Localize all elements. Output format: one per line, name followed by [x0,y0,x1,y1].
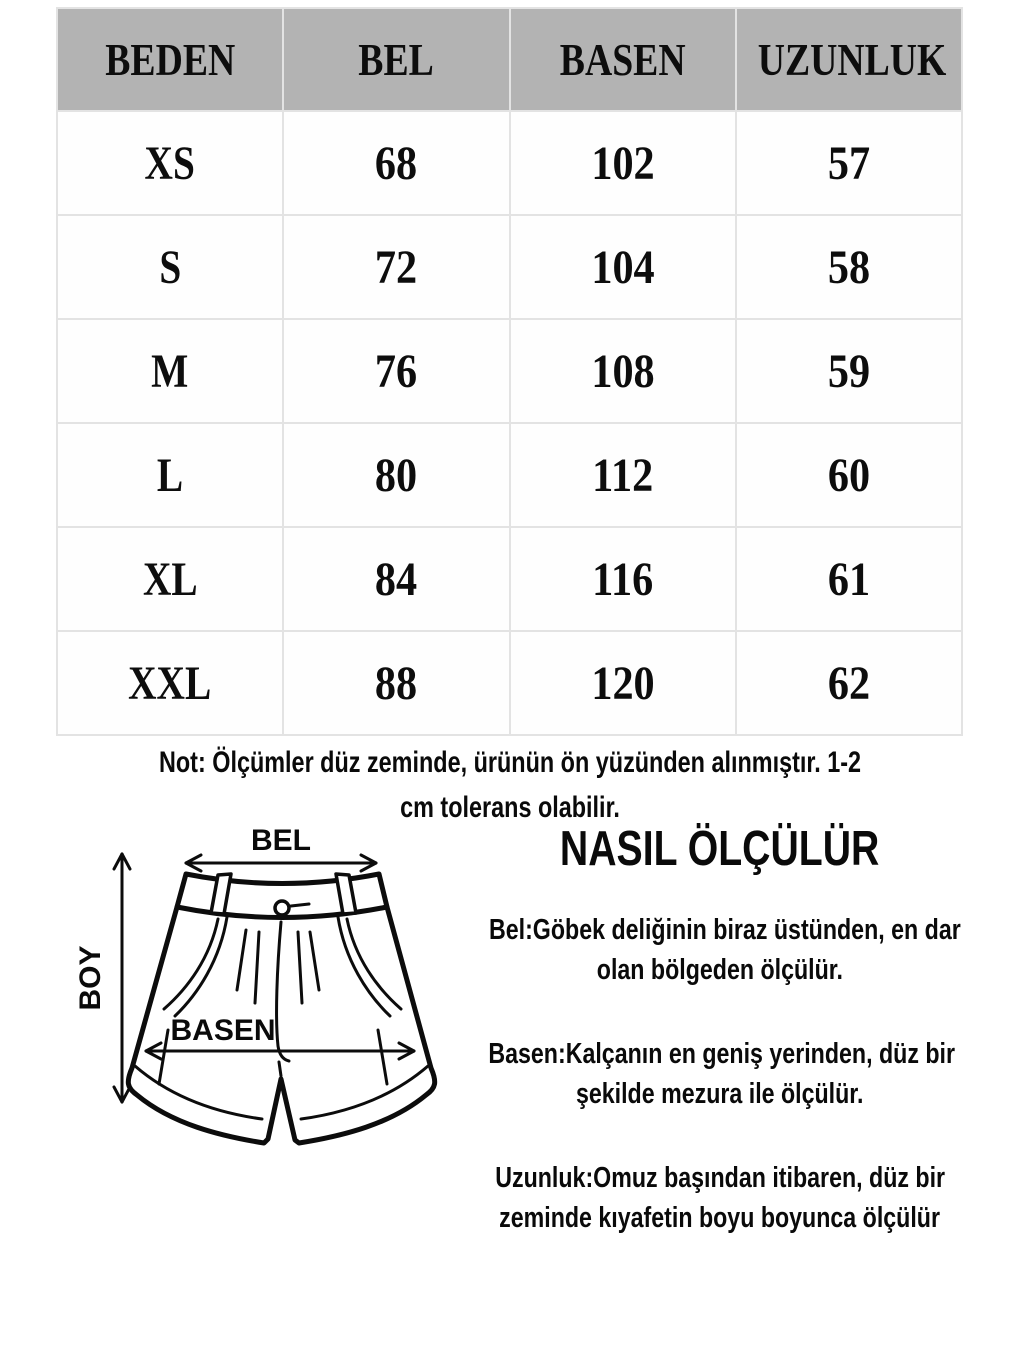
basen-label: BASEN [170,1014,276,1047]
header-label-basen: BASEN [559,34,686,85]
bel-arrow-icon [186,855,376,871]
basen-cell: 116 [510,527,736,631]
uzunluk-cell: 58 [736,215,962,319]
basen-cell: 104 [510,215,736,319]
header-cell-beden [57,8,283,111]
basen-cell: 112 [510,423,736,527]
shorts-diagram [60,818,460,1178]
bel-description: Bel:Göbek deliğinin biraz üstünden, en dar olan bölgeden ölçülür. [488,914,961,986]
table-row-m [57,319,962,423]
table-header-row [57,8,962,111]
header-label-bel: BEL [358,34,435,85]
size-table [56,7,963,736]
uzunluk-cell: 61 [736,527,962,631]
header-cell-basen [510,8,736,111]
size-cell: S [57,215,283,319]
uzunluk-cell: 60 [736,423,962,527]
table-row-xl [57,527,962,631]
bel-cell: 80 [283,423,509,527]
header-label-beden: BEDEN [105,34,236,85]
size-cell: XS [57,111,283,215]
table-row-xs [57,111,962,215]
shorts-outline [128,874,434,1143]
boy-label: BOY [74,945,107,1011]
basen-cell: 102 [510,111,736,215]
header-label-uzunluk: UZUNLUK [757,34,947,85]
note-line-2: cm tolerans olabilir. [400,791,620,824]
measurement-note [0,740,1020,830]
size-cell: XL [57,527,283,631]
size-cell: M [57,319,283,423]
uzunluk-description: Uzunluk:Omuz başından itibaren, düz bir zeminde kıyafetin boyu boyunca ölçülür [495,1162,945,1234]
how-to-measure-section [430,822,1010,1238]
uzunluk-cell: 59 [736,319,962,423]
table-row-xxl [57,631,962,735]
size-cell: XXL [57,631,283,735]
basen-cell: 120 [510,631,736,735]
basen-cell: 108 [510,319,736,423]
note-line-1: Not: Ölçümler düz zeminde, ürünün ön yüzünden alınmıştır. 1-2 [158,746,862,779]
bel-cell: 72 [283,215,509,319]
bel-cell: 68 [283,111,509,215]
table-row-s [57,215,962,319]
uzunluk-cell: 62 [736,631,962,735]
size-cell: L [57,423,283,527]
how-to-measure-title: NASIL ÖLÇÜLÜR [560,822,880,876]
bel-cell: 88 [283,631,509,735]
basen-description: Basen:Kalçanın en geniş yerinden, düz bir şekilde mezura ile ölçülür. [488,1038,956,1110]
table-row-l [57,423,962,527]
bel-cell: 84 [283,527,509,631]
header-cell-uzunluk [736,8,962,111]
boy-arrow-icon [114,854,130,1102]
bel-label: BEL [251,824,311,857]
header-cell-bel [283,8,509,111]
uzunluk-cell: 57 [736,111,962,215]
bel-cell: 76 [283,319,509,423]
